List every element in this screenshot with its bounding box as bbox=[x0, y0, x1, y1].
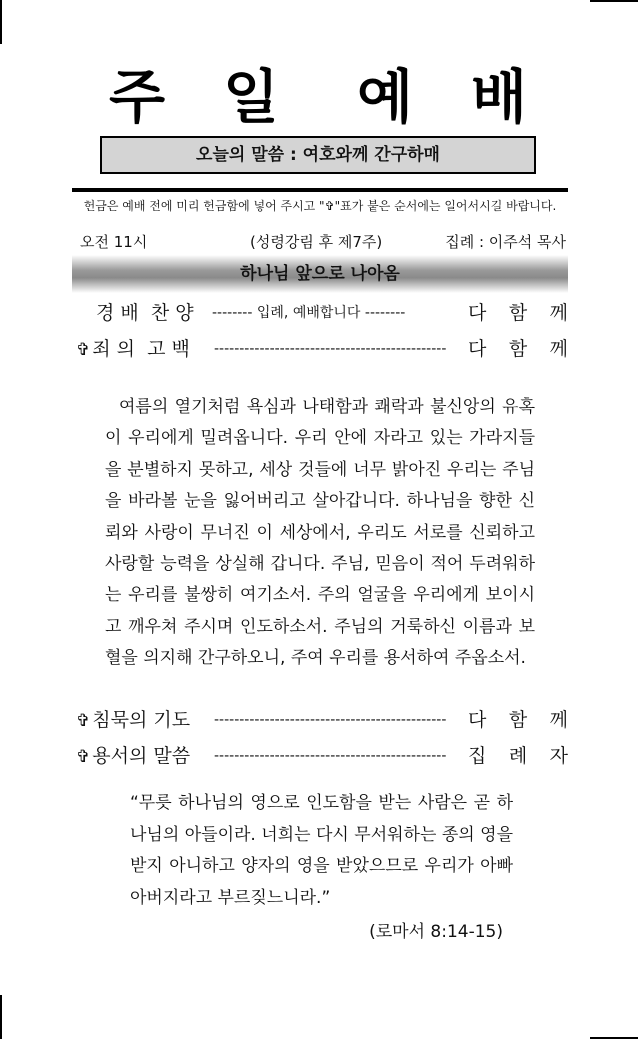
title-char: 주 bbox=[108, 63, 167, 131]
presider: 집례 : 이주석 목사 bbox=[445, 233, 566, 251]
leader-dashes: -------- 입례, 예배합니다 -------- bbox=[212, 305, 406, 321]
order-row bbox=[72, 299, 568, 327]
order-participant: 다 함 께 bbox=[468, 709, 568, 731]
scripture-reference: (로마서 8:14-15) bbox=[369, 922, 503, 942]
order-row bbox=[72, 706, 568, 734]
cross-icon: ✞ bbox=[76, 340, 91, 360]
section-banner bbox=[72, 255, 568, 293]
leader-dashes: ---------------------------------------------- bbox=[214, 712, 447, 728]
leader-dashes: ---------------------------------------------- bbox=[214, 341, 447, 357]
todays-word: 오늘의 말씀 : 여호와께 간구하매 bbox=[196, 145, 440, 165]
divider-rule bbox=[72, 188, 568, 192]
order-label: ✞ 용서의 말씀 bbox=[76, 745, 191, 767]
title-char: 배 bbox=[471, 63, 530, 131]
crop-mark-top-right bbox=[590, 0, 638, 2]
offering-notice: 헌금은 예배 전에 미리 헌금함에 넣어 주시고 "✞"표가 붙은 순서에는 일어서시길 바랍니다. bbox=[83, 199, 557, 213]
service-time: 오전 11시 bbox=[80, 233, 148, 251]
order-label: ✞ 죄 의 고 백 bbox=[76, 338, 190, 360]
order-participant: 집 례 자 bbox=[468, 745, 568, 767]
crop-mark-bottom-left bbox=[0, 995, 2, 1039]
liturgical-season: (성령강림 후 제7주) bbox=[250, 233, 383, 251]
page-title bbox=[0, 62, 638, 132]
cross-icon: ✞ bbox=[76, 711, 91, 731]
scripture-verse: “무릇 하나님의 영으로 인도함을 받는 사람은 곧 하나님의 아들이라. 너희는 다시 무서워하는 종의 영을 받지 아니하고 양자의 영을 받았으므로 우리가 아빠 아버지라고 부르짖느니라.” bbox=[130, 793, 513, 908]
order-row bbox=[72, 335, 568, 363]
section-title: 하나님 앞으로 나아옴 bbox=[240, 264, 400, 284]
order-row bbox=[72, 742, 568, 770]
crop-mark-top-left bbox=[0, 0, 2, 44]
cross-icon: ✞ bbox=[76, 747, 91, 767]
order-participant: 다 함 께 bbox=[468, 302, 568, 324]
order-note: 입례, 예배합니다 bbox=[256, 305, 361, 321]
title-char: 일 bbox=[222, 63, 281, 131]
order-participant: 다 함 께 bbox=[468, 338, 568, 360]
confession-prayer: 여름의 열기처럼 욕심과 나태함과 쾌락과 불신앙의 유혹이 우리에게 밀려옵니다. 우리 안에 자라고 있는 가라지들을 분별하지 못하고, 세상 것들에 너무 밝아진 우리는 주님을 바라볼 눈을 잃어버리고 살아갑니다. 하나님을 향한 신뢰와 사랑이 무너진 이 세상에서, 우리도 서로를 신뢰하고 사랑할 능력을 상실해 갑니다. 주님, 믿음이 적어 두려워하는 우리를 불쌍히 여기소서. 주의 얼굴을 우리에게 보이시고 깨우쳐 주시며 인도하소서. 주님의 거룩하신 이름과 보혈을 의지해 간구하오니, 주여 우리를 용서하여 주옵소서. bbox=[105, 397, 535, 669]
order-label: 경 배 찬 양 bbox=[96, 302, 194, 324]
leader-dashes: ---------------------------------------------- bbox=[214, 748, 447, 764]
todays-word-box bbox=[100, 136, 536, 174]
title-char: 예 bbox=[357, 63, 416, 131]
service-info bbox=[80, 231, 568, 251]
order-label: ✞ 침묵의 기도 bbox=[76, 709, 191, 731]
